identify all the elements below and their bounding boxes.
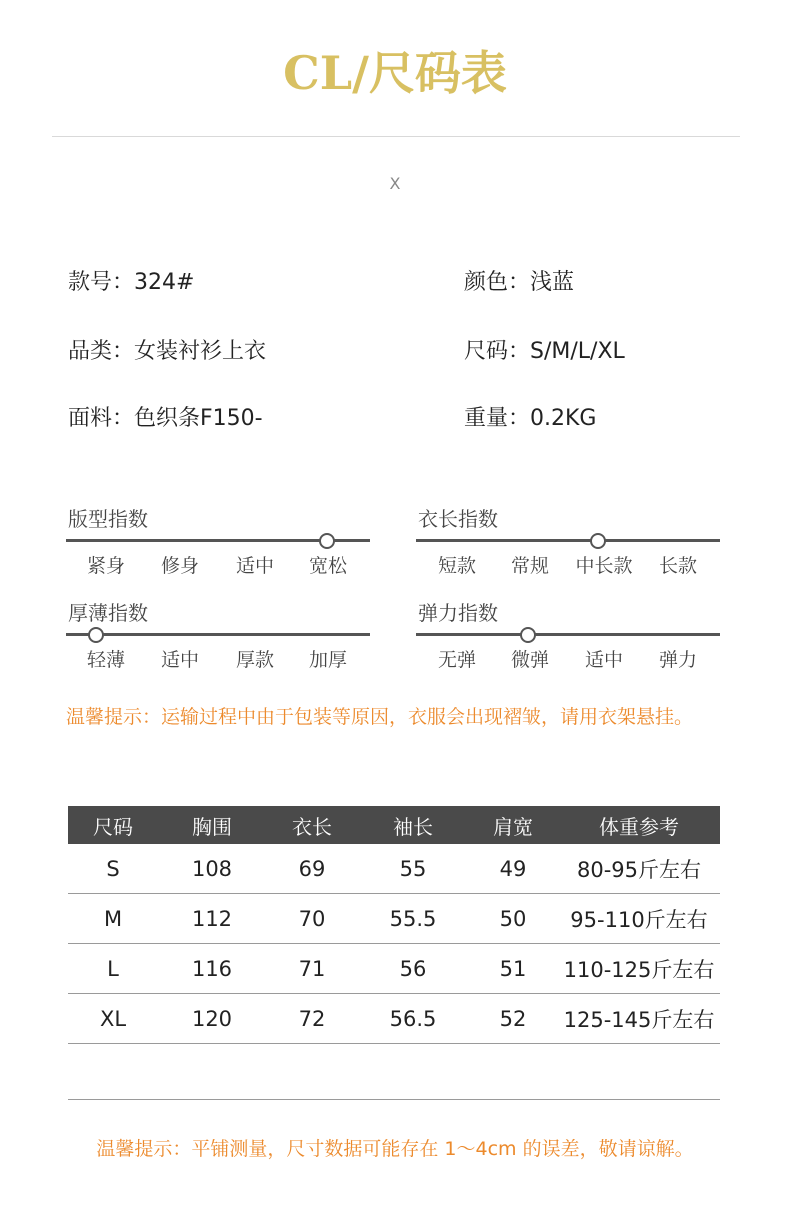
- index-thickness-option: 厚款: [235, 649, 274, 671]
- table-cell: 71: [266, 944, 358, 994]
- shipping-tip: 温馨提示：运输过程中由于包装等原因，衣服会出现褶皱，请用衣架悬挂。: [66, 706, 694, 728]
- table-bottom-divider: [68, 1099, 720, 1100]
- page-title: CL/尺码表: [283, 46, 507, 100]
- table-cell: M: [68, 894, 158, 944]
- index-length: [416, 504, 722, 584]
- table-cell: 51: [468, 944, 558, 994]
- table-cell: 56: [358, 944, 468, 994]
- info-color: 颜色：浅蓝: [464, 270, 575, 295]
- index-elasticity-option: 适中: [584, 649, 623, 671]
- table-header-cell: 肩宽: [468, 806, 558, 844]
- table-cell: 55.5: [358, 894, 468, 944]
- table-header-row: [68, 806, 720, 844]
- table-header-cell: 尺码: [68, 806, 158, 844]
- table-cell: 55: [358, 844, 468, 894]
- index-thickness-option: 轻薄: [86, 649, 125, 671]
- info-style-no: 款号：324#: [68, 270, 195, 295]
- index-elasticity-option: 无弹: [437, 649, 476, 671]
- index-fit-option: 宽松: [308, 555, 347, 577]
- table-cell: 112: [158, 894, 266, 944]
- info-fabric: 面料：色织条F150-: [68, 406, 263, 431]
- size-table: [68, 806, 720, 1044]
- index-elasticity-label: 弹力指数: [418, 601, 498, 625]
- table-cell: 72: [266, 994, 358, 1044]
- index-length-knob: [590, 533, 606, 549]
- index-thickness-label: 厚薄指数: [68, 601, 148, 625]
- index-length-track: [416, 539, 720, 542]
- info-category: 品类：女装衬衫上衣: [68, 339, 267, 364]
- table-header-cell: 体重参考: [558, 806, 720, 844]
- table-cell: 52: [468, 994, 558, 1044]
- measurement-tip: 温馨提示：平铺测量，尺寸数据可能存在 1～4cm 的误差，敬请谅解。: [96, 1138, 694, 1160]
- table-cell: 50: [468, 894, 558, 944]
- index-fit-label: 版型指数: [68, 507, 148, 531]
- index-thickness-option: 加厚: [308, 649, 347, 671]
- table-cell: 95-110斤左右: [558, 894, 720, 944]
- index-fit-option: 修身: [160, 555, 199, 577]
- index-fit-option: 紧身: [86, 555, 125, 577]
- table-cell: 70: [266, 894, 358, 944]
- index-thickness-track: [66, 633, 370, 636]
- index-fit-knob: [319, 533, 335, 549]
- table-cell: XL: [68, 994, 158, 1044]
- index-fit: [66, 504, 372, 584]
- table-header-cell: 衣长: [266, 806, 358, 844]
- table-cell: 80-95斤左右: [558, 844, 720, 894]
- info-weight: 重量：0.2KG: [464, 406, 597, 431]
- table-cell: S: [68, 844, 158, 894]
- index-elasticity-knob: [520, 627, 536, 643]
- table-cell: 108: [158, 844, 266, 894]
- index-length-option: 长款: [658, 555, 697, 577]
- index-thickness-option: 适中: [160, 649, 199, 671]
- table-header-cell: 胸围: [158, 806, 266, 844]
- table-cell: 69: [266, 844, 358, 894]
- table-cell: 56.5: [358, 994, 468, 1044]
- title-divider: [52, 136, 740, 137]
- index-elasticity: [416, 598, 722, 678]
- index-fit-option: 适中: [235, 555, 274, 577]
- table-row: [68, 944, 720, 994]
- table-cell: 116: [158, 944, 266, 994]
- index-length-option: 中长款: [575, 555, 633, 577]
- index-elasticity-option: 微弹: [510, 649, 549, 671]
- info-size: 尺码：S/M/L/XL: [464, 339, 625, 364]
- table-cell: 120: [158, 994, 266, 1044]
- table-header-cell: 袖长: [358, 806, 468, 844]
- table-cell: 110-125斤左右: [558, 944, 720, 994]
- index-thickness-knob: [88, 627, 104, 643]
- index-thickness: [66, 598, 372, 678]
- table-cell: 49: [468, 844, 558, 894]
- index-length-option: 短款: [437, 555, 476, 577]
- index-length-option: 常规: [510, 555, 549, 577]
- table-cell: 125-145斤左右: [558, 994, 720, 1044]
- index-elasticity-track: [416, 633, 720, 636]
- table-cell: L: [68, 944, 158, 994]
- index-elasticity-option: 弹力: [658, 649, 697, 671]
- table-row: [68, 844, 720, 894]
- index-length-label: 衣长指数: [418, 507, 498, 531]
- table-row: [68, 894, 720, 944]
- x-mark: X: [389, 174, 401, 193]
- table-row: [68, 994, 720, 1044]
